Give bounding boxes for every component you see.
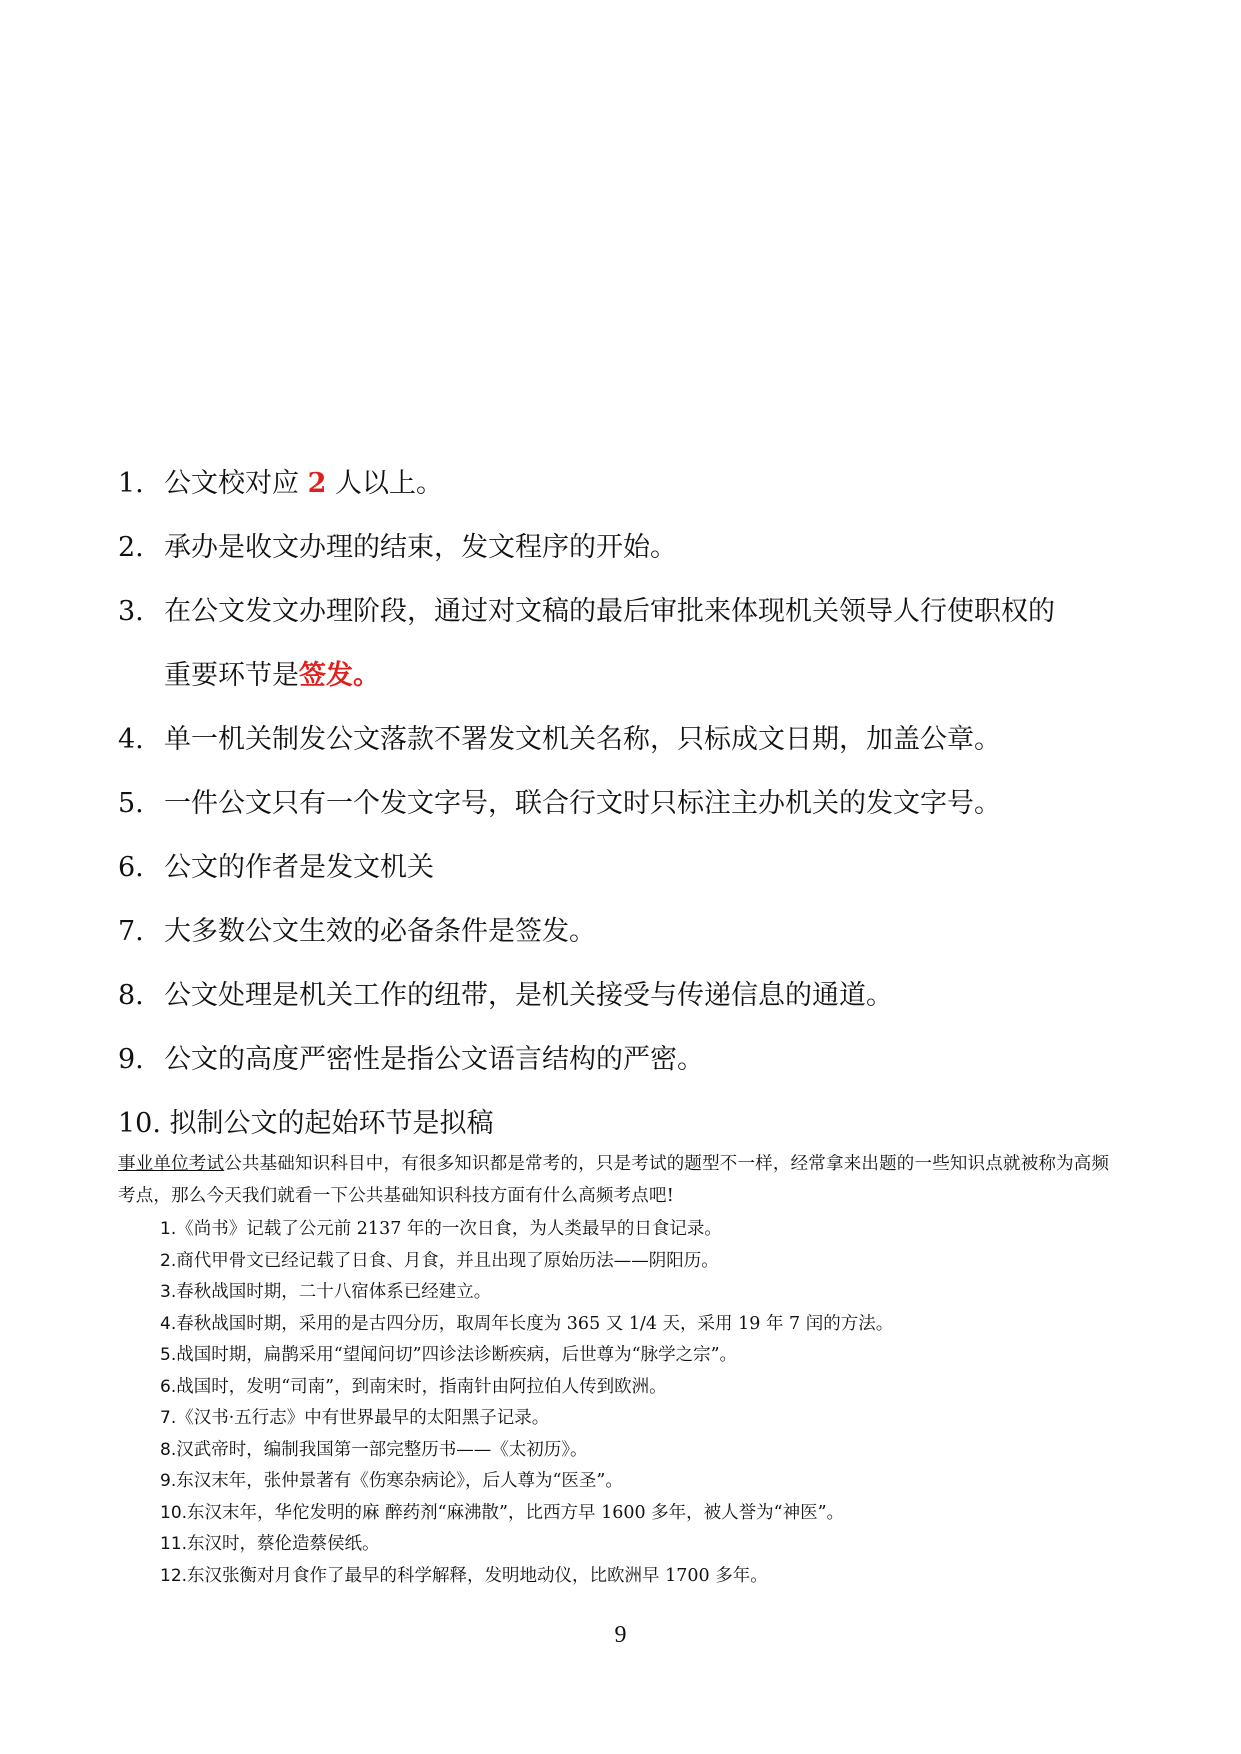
list-item-text: 大多数公文生效的必备条件是签发。: [164, 916, 596, 947]
list-item: [118, 1028, 1138, 1092]
list-item-number: 3.: [118, 596, 144, 627]
fact-text: 商代甲骨文已经记载了日食、月食，并且出现了原始历法——阴阳历。: [176, 1250, 719, 1271]
highlighted-text: 签发。: [299, 660, 380, 691]
list-item-number: 10.: [118, 1108, 161, 1139]
list-item-number: 4.: [118, 724, 144, 755]
fact-text: 汉武帝时，编制我国第一部完整历书——《太初历》。: [176, 1439, 588, 1460]
fact-number: 10.: [160, 1502, 188, 1523]
fact-text: 东汉时，蔡伦造蔡侯纸。: [187, 1534, 380, 1554]
highlighted-text: 2: [307, 468, 327, 499]
list-item-text: 人以上。: [326, 468, 443, 499]
list-item-text: 承办是收文办理的结束，发文程序的开始。: [164, 532, 677, 563]
fact-number: 4.: [160, 1313, 177, 1334]
fact-item: [160, 1466, 1120, 1498]
fact-number: 11.: [160, 1534, 188, 1554]
fact-text: 春秋战国时期，二十八宿体系已经建立。: [176, 1282, 492, 1302]
list-item-text: 公文校对应: [164, 468, 308, 499]
intro-paragraph: [118, 1148, 1123, 1212]
fact-text: 春秋战国时期，采用的是古四分历，取周年长度为 365 又 1/4 天，采用 19 年 7 闰的方法。: [176, 1313, 894, 1334]
list-item-number: 5.: [118, 788, 144, 819]
fact-item: [160, 1277, 1120, 1309]
fact-number: 7.: [160, 1408, 177, 1428]
fact-text: 战国时，发明“司南”，到南宋时，指南针由阿拉伯人传到欧洲。: [176, 1376, 667, 1397]
list-item-number: 9.: [118, 1044, 144, 1075]
fact-number: 6.: [160, 1376, 177, 1397]
fact-number: 2.: [160, 1250, 177, 1271]
list-item-text: 在公文发文办理阶段，通过对文稿的最后审批来体现机关领导人行使职权的: [164, 596, 1055, 627]
fact-item: [160, 1403, 1120, 1435]
list-item-number: 6.: [118, 852, 144, 883]
intro-text: 公共基础知识科目中，有很多知识都是常考的，只是考试的题型不一样，经常拿来出题的一些知识点就被称为高频考点，那么今天我们就看一下公共基础知识科技方面有什么高频考点吧!: [118, 1154, 1110, 1206]
list-item: [118, 516, 1138, 580]
fact-item: [160, 1529, 1120, 1561]
fact-item: [160, 1340, 1120, 1372]
fact-number: 8.: [160, 1439, 177, 1460]
page-number: 9: [614, 1622, 627, 1648]
fact-item: [160, 1498, 1120, 1530]
list-item-text: 一件公文只有一个发文字号，联合行文时只标注主办机关的发文字号。: [164, 788, 1001, 819]
science-facts-list: [160, 1214, 1120, 1592]
list-item-text: 重要环节是: [164, 660, 299, 691]
list-item: [118, 452, 1138, 516]
fact-item: [160, 1561, 1120, 1593]
list-item: [118, 708, 1138, 772]
fact-text: 东汉张衡对月食作了最早的科学解释，发明地动仪，比欧洲早 1700 多年。: [187, 1565, 768, 1586]
list-item-text: 公文的作者是发文机关: [164, 852, 434, 883]
fact-text: 《尚书》记载了公元前 2137 年的一次日食，为人类最早的日食记录。: [176, 1219, 722, 1239]
key-points-list: [118, 452, 1138, 1156]
list-item-text: 单一机关制发公文落款不署发文机关名称，只标成文日期，加盖公章。: [164, 724, 1001, 755]
fact-item: [160, 1435, 1120, 1467]
fact-text: 东汉末年，张仲景著有《伤寒杂病论》，后人尊为“医圣”。: [176, 1471, 623, 1491]
fact-text: 《汉书·五行志》中有世界最早的太阳黑子记录。: [176, 1408, 550, 1428]
list-item-number: 8.: [118, 980, 144, 1011]
list-item-text: 公文的高度严密性是指公文语言结构的严密。: [164, 1044, 704, 1075]
list-item: [118, 964, 1138, 1028]
fact-number: 3.: [160, 1282, 177, 1302]
fact-text: 东汉末年，华佗发明的麻 醉药剂“麻沸散”，比西方早 1600 多年，被人誉为“神医”。: [187, 1502, 845, 1523]
fact-number: 1.: [160, 1219, 177, 1239]
list-item: [118, 1092, 1138, 1156]
fact-item: [160, 1246, 1120, 1278]
list-item-text: 拟制公文的起始环节是拟稿: [169, 1108, 494, 1139]
list-item-text: 公文处理是机关工作的纽带，是机关接受与传递信息的通道。: [164, 980, 893, 1011]
fact-item: [160, 1214, 1120, 1246]
list-item: [118, 836, 1138, 900]
fact-number: 5.: [160, 1345, 177, 1365]
fact-text: 战国时期，扁鹊采用“望闻问切”四诊法诊断疾病，后世尊为“脉学之宗”。: [176, 1345, 738, 1365]
list-item-number: 2.: [118, 532, 144, 563]
list-item-number: 1.: [118, 468, 144, 499]
list-item: [118, 900, 1138, 964]
fact-number: 9.: [160, 1471, 177, 1491]
fact-number: 12.: [160, 1565, 188, 1586]
list-item: [118, 772, 1138, 836]
list-item-number: 7.: [118, 916, 144, 947]
fact-item: [160, 1372, 1120, 1404]
exam-link[interactable]: 事业单位考试: [118, 1154, 225, 1174]
list-item: [118, 580, 1138, 708]
fact-item: [160, 1309, 1120, 1341]
